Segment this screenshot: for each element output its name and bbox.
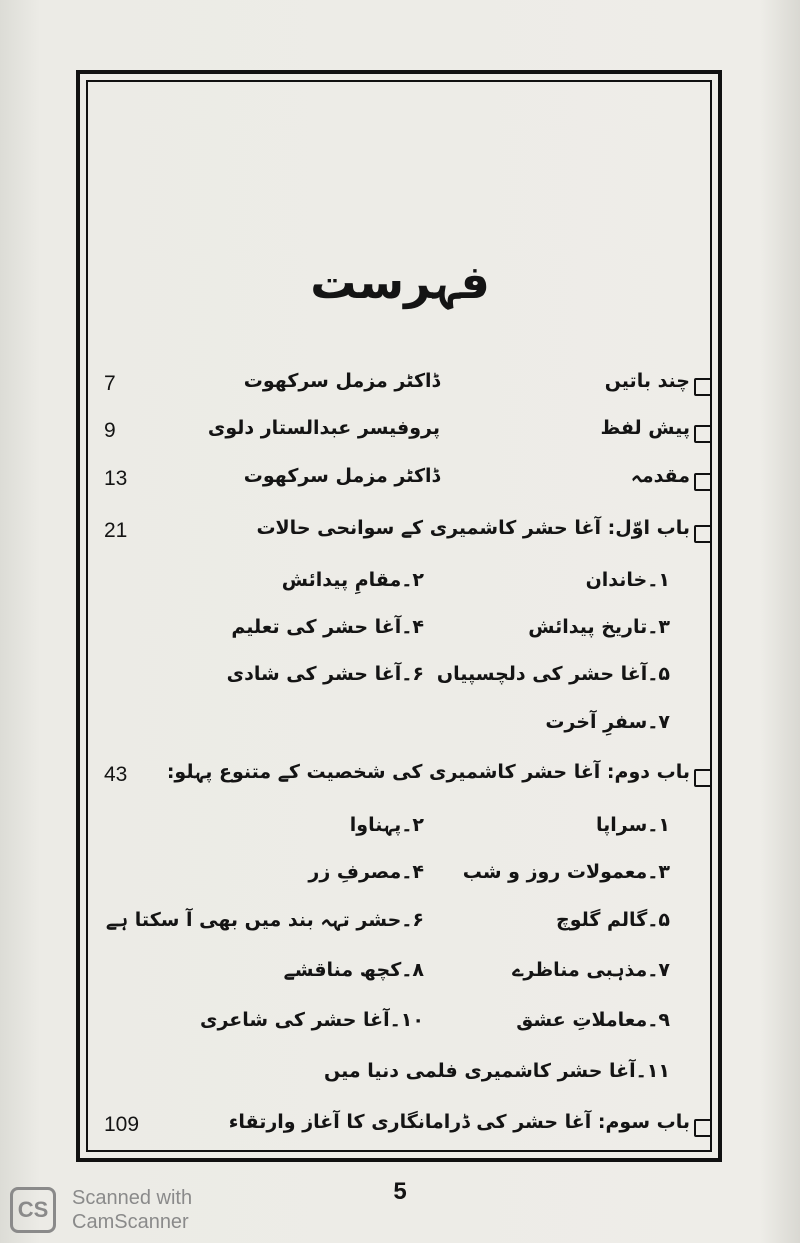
subsection-item[interactable]: ۲۔پہناوا <box>349 814 424 836</box>
watermark-line-1: Scanned with <box>72 1187 193 1209</box>
entry-author: ڈاکٹر مزمل سرکھوت <box>243 465 440 487</box>
toc-entry[interactable] <box>0 366 800 406</box>
subsection-row <box>0 1056 800 1096</box>
subsection-item[interactable]: ۶۔حشر تہہ بند میں بھی آ سکتا ہے <box>105 909 424 931</box>
subsection-item[interactable]: ۱۰۔آغا حشر کی شاعری <box>200 1009 424 1031</box>
subsection-item[interactable]: ۵۔گالم گلوچ <box>556 909 670 931</box>
entry-title: پیش لفظ <box>600 417 690 439</box>
subsection-item[interactable]: ۶۔آغا حشر کی شادی <box>226 663 424 685</box>
chapter-heading[interactable] <box>0 1107 800 1147</box>
entry-page: 7 <box>104 372 116 395</box>
camscanner-logo-icon: CS <box>10 1187 56 1233</box>
chapter-title: باب دوم: آغا حشر کاشمیری کی شخصیت کے متنوع پہلو: <box>166 761 690 783</box>
subsection-item[interactable]: ۱۔خاندان <box>585 569 670 591</box>
subsection-row <box>0 612 800 652</box>
watermark-line-2: CamScanner <box>72 1211 189 1233</box>
subsection-row <box>0 905 800 945</box>
subsection-row <box>0 810 800 850</box>
subsection-row <box>0 857 800 897</box>
subsection-row <box>0 659 800 699</box>
entry-author: ڈاکٹر مزمل سرکھوت <box>243 370 440 392</box>
subsection-item[interactable]: ۹۔معاملاتِ عشق <box>516 1009 670 1031</box>
subsection-item[interactable]: ۳۔معمولات روز و شب <box>462 861 670 883</box>
checkbox-icon <box>694 473 712 491</box>
subsection-item[interactable]: ۷۔سفرِ آخرت <box>545 711 670 733</box>
subsection-item[interactable]: ۷۔مذہبی مناظرے <box>512 959 670 981</box>
entry-page: 9 <box>104 419 116 442</box>
chapter-page: 21 <box>104 519 128 542</box>
subsection-item[interactable]: ۲۔مقامِ پیدائش <box>281 569 424 591</box>
entry-title: چند باتیں <box>604 370 690 392</box>
entry-author: پروفیسر عبدالستار دلوی <box>207 417 440 439</box>
subsection-item[interactable]: ۴۔آغا حشر کی تعلیم <box>231 616 424 638</box>
subsection-item[interactable]: ۳۔تاریخ پیدائش <box>528 616 670 638</box>
subsection-row <box>0 955 800 995</box>
chapter-heading[interactable] <box>0 513 800 553</box>
checkbox-icon <box>694 378 712 396</box>
chapter-page: 109 <box>104 1113 140 1136</box>
chapter-heading[interactable] <box>0 757 800 797</box>
checkbox-icon <box>694 769 712 787</box>
subsection-item[interactable]: ۸۔کچھ مناقشے <box>283 959 424 981</box>
checkbox-icon <box>694 425 712 443</box>
subsection-row <box>0 707 800 747</box>
checkbox-icon <box>694 1119 712 1137</box>
toc-entry[interactable] <box>0 461 800 501</box>
camscanner-watermark <box>6 1183 226 1239</box>
chapter-page: 43 <box>104 763 128 786</box>
page-title: فہرست <box>310 255 490 309</box>
subsection-row <box>0 565 800 605</box>
checkbox-icon <box>694 525 712 543</box>
subsection-item[interactable]: ۱۱۔آغا حشر کاشمیری فلمی دنیا میں <box>323 1060 670 1082</box>
subsection-row <box>0 1005 800 1045</box>
subsection-item[interactable]: ۴۔مصرفِ زر <box>308 861 424 883</box>
subsection-item[interactable]: ۵۔آغا حشر کی دلچسپیاں <box>436 663 670 685</box>
subsection-item[interactable]: ۱۔سراپا <box>595 814 670 836</box>
page-number: 5 <box>393 1178 407 1205</box>
chapter-title: باب اوّل: آغا حشر کاشمیری کے سوانحی حالات <box>256 517 690 539</box>
entry-page: 13 <box>104 467 128 490</box>
entry-title: مقدمہ <box>630 465 690 487</box>
chapter-title: باب سوم: آغا حشر کی ڈرامانگاری کا آغاز وارتقاء <box>228 1111 690 1133</box>
toc-entry[interactable] <box>0 413 800 453</box>
